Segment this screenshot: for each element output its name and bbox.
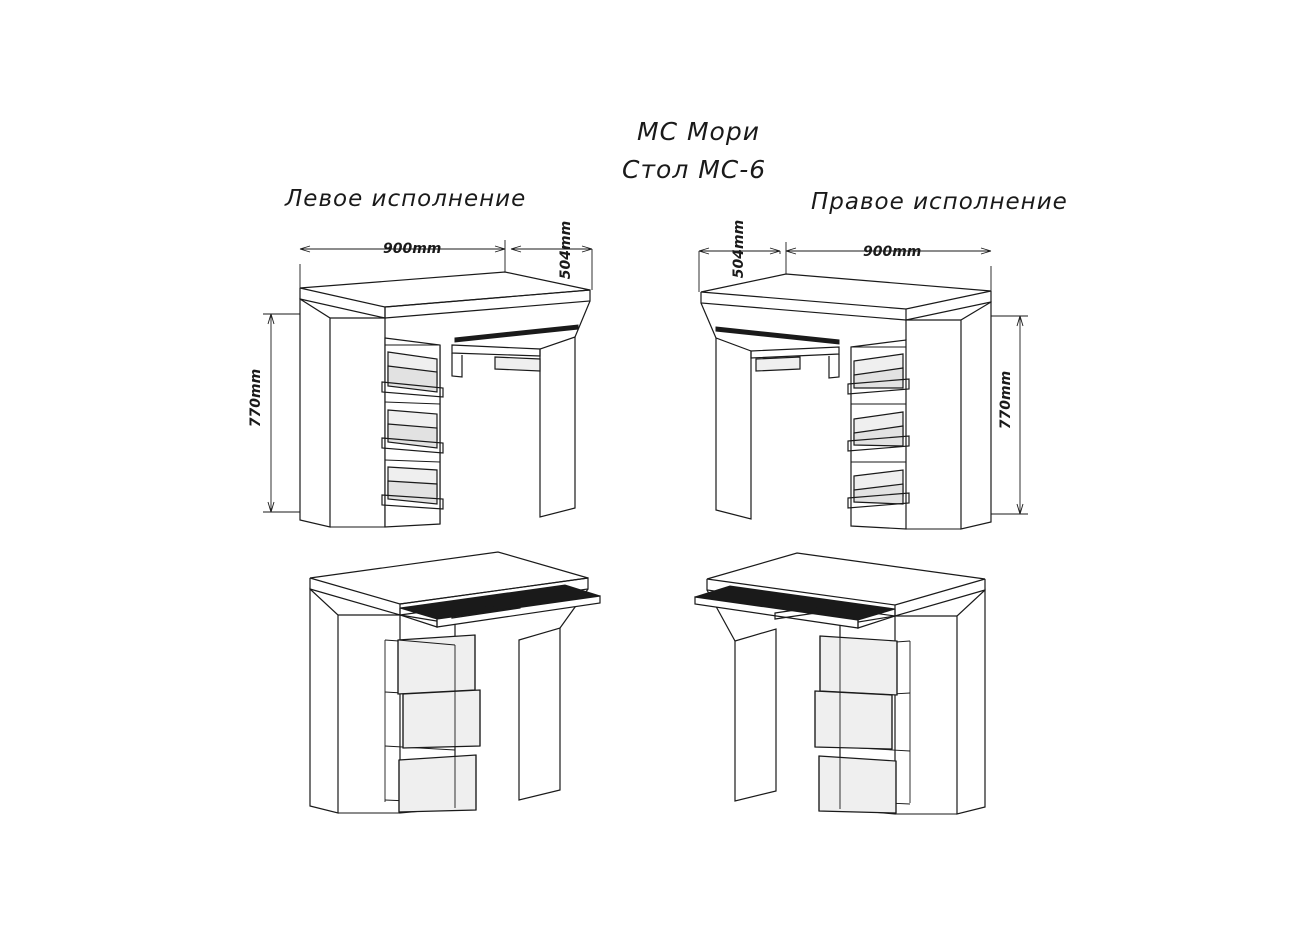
dim-width-right: 900mm	[863, 244, 922, 260]
dim-height-left: 770mm	[248, 368, 264, 428]
page-title-line2: Стол МС-6	[622, 155, 767, 184]
left-desk-top-view	[263, 240, 592, 527]
dim-depth-right: 504mm	[731, 219, 748, 279]
dim-width-left: 900mm	[383, 241, 442, 257]
page-title-line1: МС Мори	[637, 117, 760, 146]
variant-title-right: Правое исполнение	[811, 189, 1068, 215]
left-desk-open-view	[310, 552, 600, 813]
right-desk-open-view	[695, 553, 985, 814]
dim-height-right: 770mm	[998, 370, 1014, 430]
right-desk-top-view	[699, 242, 1028, 529]
dim-depth-left: 504mm	[558, 220, 575, 280]
variant-title-left: Левое исполнение	[285, 186, 527, 212]
